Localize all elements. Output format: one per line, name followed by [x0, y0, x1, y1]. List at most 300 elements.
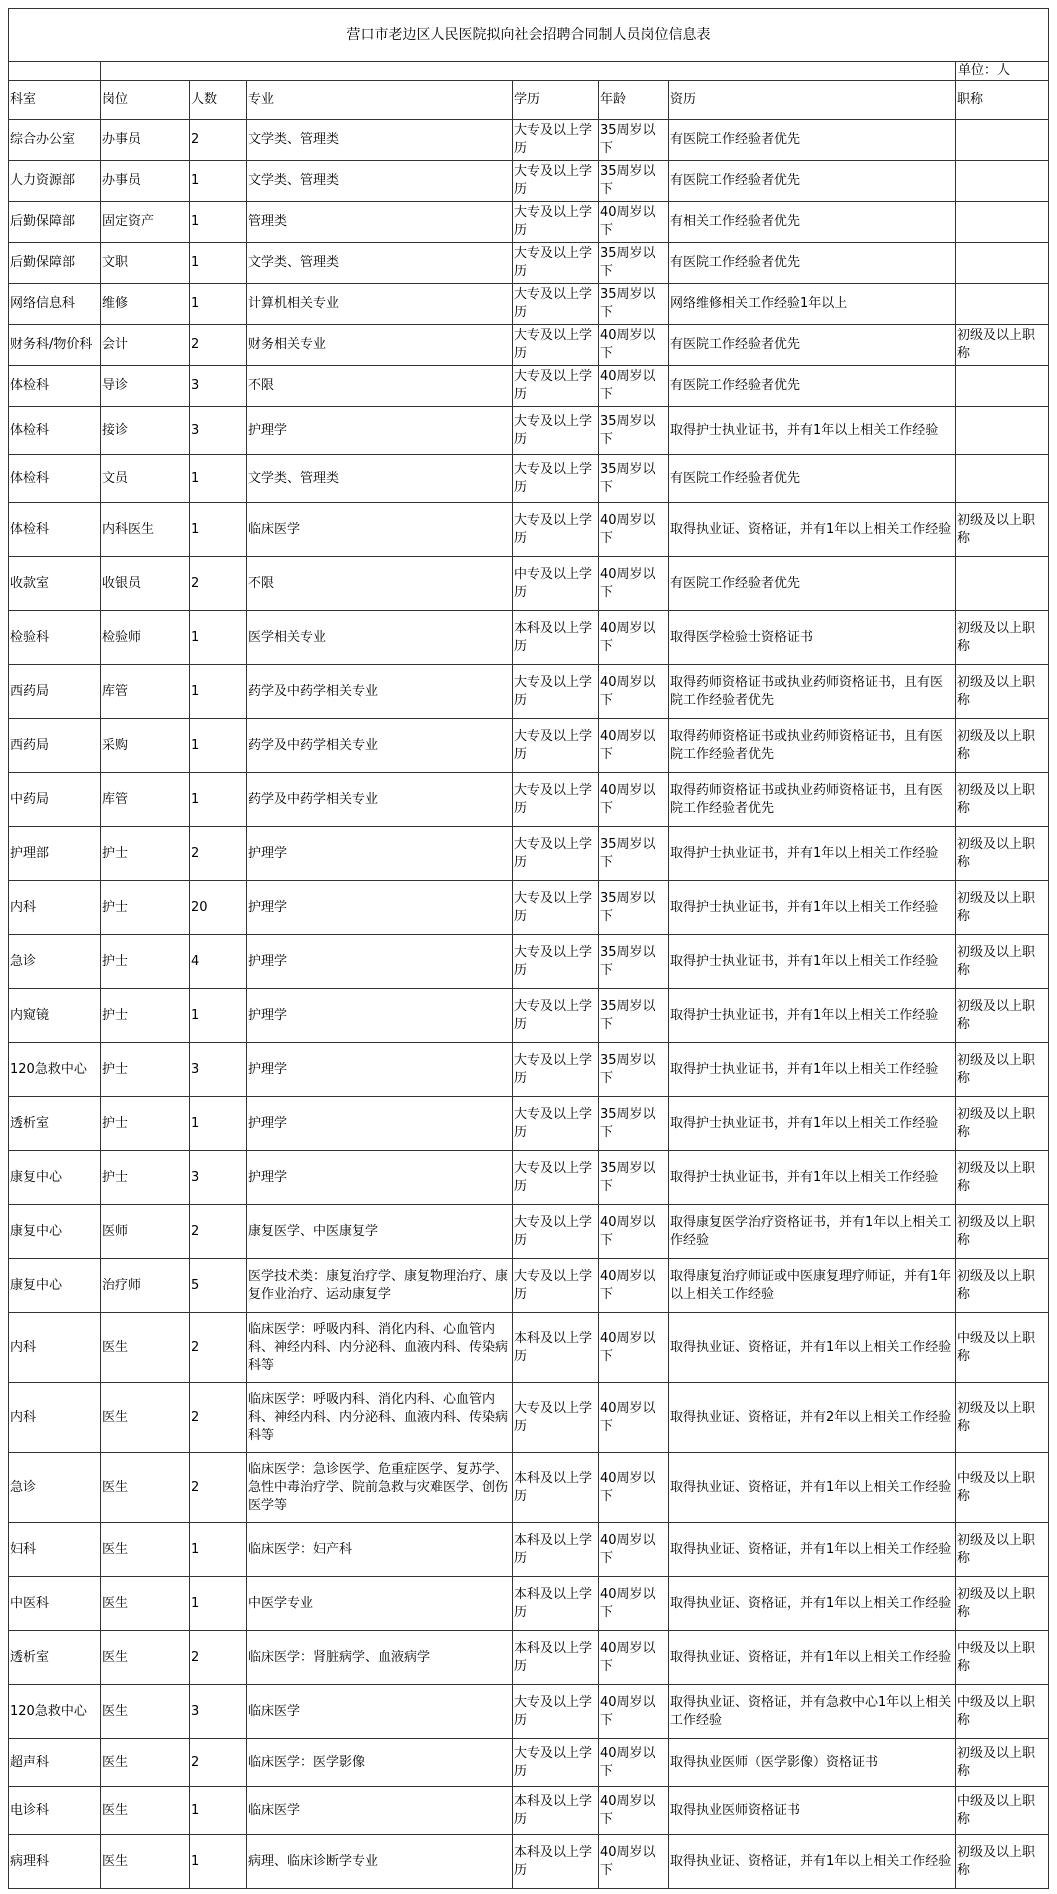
position-cell: 导诊	[101, 366, 190, 407]
qualification-cell: 取得执业医师资格证书	[669, 1787, 956, 1835]
education-cell: 大专及以上学历	[513, 366, 599, 407]
education-cell: 本科及以上学历	[513, 1787, 599, 1835]
dept-cell: 急诊	[9, 1453, 101, 1523]
position-cell: 医生	[101, 1523, 190, 1577]
major-cell: 临床医学	[247, 1787, 513, 1835]
table-row	[9, 1685, 1049, 1739]
count-cell: 2	[190, 120, 247, 161]
dept-cell: 电诊科	[9, 1787, 101, 1835]
title-cell: 初级及以上职称	[956, 503, 1049, 557]
unit-label: 单位：人	[956, 62, 1049, 81]
title-cell: 初级及以上职称	[956, 1835, 1049, 1889]
table-row	[9, 719, 1049, 773]
table-row	[9, 1453, 1049, 1523]
position-cell: 医生	[101, 1453, 190, 1523]
qualification-cell: 取得执业医师（医学影像）资格证书	[669, 1739, 956, 1787]
position-cell: 护士	[101, 881, 190, 935]
education-cell: 大专及以上学历	[513, 1097, 599, 1151]
table-row	[9, 325, 1049, 366]
dept-cell: 内科	[9, 881, 101, 935]
table-row	[9, 161, 1049, 202]
table-row	[9, 1383, 1049, 1453]
position-cell: 收银员	[101, 557, 190, 611]
age-cell: 40周岁以下	[599, 1205, 669, 1259]
job-table	[8, 8, 1049, 1889]
table-row	[9, 1043, 1049, 1097]
education-cell: 大专及以上学历	[513, 284, 599, 325]
education-cell: 大专及以上学历	[513, 1383, 599, 1453]
table-row	[9, 1313, 1049, 1383]
qualification-cell: 取得执业证、资格证，并有1年以上相关工作经验	[669, 1523, 956, 1577]
position-cell: 采购	[101, 719, 190, 773]
title-cell: 初级及以上职称	[956, 611, 1049, 665]
dept-cell: 护理部	[9, 827, 101, 881]
education-cell: 大专及以上学历	[513, 503, 599, 557]
table-title: 营口市老边区人民医院拟向社会招聘合同制人员岗位信息表	[9, 9, 1049, 62]
title-cell: 初级及以上职称	[956, 935, 1049, 989]
title-cell: 中级及以上职称	[956, 1787, 1049, 1835]
count-cell: 1	[190, 989, 247, 1043]
table-row	[9, 503, 1049, 557]
education-cell: 本科及以上学历	[513, 1835, 599, 1889]
count-cell: 3	[190, 1685, 247, 1739]
dept-cell: 后勤保障部	[9, 202, 101, 243]
major-cell: 护理学	[247, 407, 513, 455]
position-cell: 医生	[101, 1631, 190, 1685]
title-cell: 初级及以上职称	[956, 325, 1049, 366]
education-cell: 大专及以上学历	[513, 243, 599, 284]
education-cell: 大专及以上学历	[513, 881, 599, 935]
table-row	[9, 611, 1049, 665]
table-row	[9, 1787, 1049, 1835]
title-cell: 初级及以上职称	[956, 773, 1049, 827]
position-cell: 护士	[101, 989, 190, 1043]
dept-cell: 康复中心	[9, 1259, 101, 1313]
title-cell: 初级及以上职称	[956, 1043, 1049, 1097]
age-cell: 40周岁以下	[599, 1259, 669, 1313]
education-cell: 中专及以上学历	[513, 557, 599, 611]
age-cell: 40周岁以下	[599, 773, 669, 827]
dept-cell: 财务科/物价科	[9, 325, 101, 366]
table-row	[9, 1205, 1049, 1259]
major-cell: 临床医学：急诊医学、危重症医学、复苏学、急性中毒治疗学、院前急救与灾难医学、创伤医学等	[247, 1453, 513, 1523]
title-cell: 初级及以上职称	[956, 1097, 1049, 1151]
education-cell: 大专及以上学历	[513, 161, 599, 202]
age-cell: 35周岁以下	[599, 1043, 669, 1097]
position-cell: 内科医生	[101, 503, 190, 557]
position-cell: 医生	[101, 1313, 190, 1383]
education-cell: 大专及以上学历	[513, 120, 599, 161]
qualification-cell: 有医院工作经验者优先	[669, 161, 956, 202]
age-cell: 40周岁以下	[599, 366, 669, 407]
major-cell: 护理学	[247, 1097, 513, 1151]
title-cell: 中级及以上职称	[956, 1685, 1049, 1739]
header-cell: 资历	[669, 81, 956, 120]
education-cell: 大专及以上学历	[513, 1043, 599, 1097]
table-row	[9, 366, 1049, 407]
position-cell: 库管	[101, 665, 190, 719]
age-cell: 40周岁以下	[599, 1523, 669, 1577]
qualification-cell: 取得护士执业证书，并有1年以上相关工作经验	[669, 881, 956, 935]
qualification-cell: 取得护士执业证书，并有1年以上相关工作经验	[669, 1151, 956, 1205]
table-row	[9, 120, 1049, 161]
age-cell: 40周岁以下	[599, 325, 669, 366]
position-cell: 治疗师	[101, 1259, 190, 1313]
qualification-cell: 取得药师资格证书或执业药师资格证书，且有医院工作经验者优先	[669, 665, 956, 719]
table-row	[9, 1835, 1049, 1889]
age-cell: 40周岁以下	[599, 1313, 669, 1383]
qualification-cell: 有医院工作经验者优先	[669, 325, 956, 366]
position-cell: 医生	[101, 1577, 190, 1631]
position-cell: 护士	[101, 1043, 190, 1097]
count-cell: 2	[190, 1739, 247, 1787]
header-row	[9, 81, 1049, 120]
count-cell: 1	[190, 284, 247, 325]
count-cell: 1	[190, 773, 247, 827]
age-cell: 40周岁以下	[599, 557, 669, 611]
count-cell: 1	[190, 719, 247, 773]
qualification-cell: 取得药师资格证书或执业药师资格证书，且有医院工作经验者优先	[669, 719, 956, 773]
count-cell: 1	[190, 202, 247, 243]
title-cell: 中级及以上职称	[956, 1631, 1049, 1685]
count-cell: 20	[190, 881, 247, 935]
age-cell: 40周岁以下	[599, 1739, 669, 1787]
dept-cell: 内科	[9, 1313, 101, 1383]
age-cell: 35周岁以下	[599, 1151, 669, 1205]
dept-cell: 康复中心	[9, 1205, 101, 1259]
dept-cell: 西药局	[9, 665, 101, 719]
title-cell	[956, 407, 1049, 455]
position-cell: 护士	[101, 1151, 190, 1205]
qualification-cell: 有医院工作经验者优先	[669, 120, 956, 161]
count-cell: 5	[190, 1259, 247, 1313]
title-cell: 初级及以上职称	[956, 665, 1049, 719]
qualification-cell: 取得执业证、资格证，并有1年以上相关工作经验	[669, 1453, 956, 1523]
qualification-cell: 网络维修相关工作经验1年以上	[669, 284, 956, 325]
table-row	[9, 407, 1049, 455]
age-cell: 35周岁以下	[599, 935, 669, 989]
major-cell: 医学技术类：康复治疗学、康复物理治疗、康复作业治疗、运动康复学	[247, 1259, 513, 1313]
dept-cell: 120急救中心	[9, 1685, 101, 1739]
count-cell: 2	[190, 1453, 247, 1523]
qualification-cell: 取得执业证、资格证，并有2年以上相关工作经验	[669, 1383, 956, 1453]
qualification-cell: 取得护士执业证书，并有1年以上相关工作经验	[669, 989, 956, 1043]
header-cell: 年龄	[599, 81, 669, 120]
position-cell: 固定资产	[101, 202, 190, 243]
qualification-cell: 有医院工作经验者优先	[669, 557, 956, 611]
qualification-cell: 有医院工作经验者优先	[669, 366, 956, 407]
major-cell: 临床医学	[247, 1685, 513, 1739]
age-cell: 35周岁以下	[599, 407, 669, 455]
education-cell: 大专及以上学历	[513, 719, 599, 773]
qualification-cell: 取得执业证、资格证，并有急救中心1年以上相关工作经验	[669, 1685, 956, 1739]
count-cell: 2	[190, 827, 247, 881]
title-cell	[956, 557, 1049, 611]
education-cell: 大专及以上学历	[513, 665, 599, 719]
table-row	[9, 989, 1049, 1043]
major-cell: 临床医学：呼吸内科、消化内科、心血管内科、神经内科、内分泌科、血液内科、传染病科等	[247, 1313, 513, 1383]
qualification-cell: 取得康复治疗师证或中医康复理疗师证，并有1年以上相关工作经验	[669, 1259, 956, 1313]
dept-cell: 病理科	[9, 1835, 101, 1889]
education-cell: 大专及以上学历	[513, 827, 599, 881]
position-cell: 办事员	[101, 161, 190, 202]
dept-cell: 人力资源部	[9, 161, 101, 202]
table-row	[9, 1631, 1049, 1685]
header-cell: 人数	[190, 81, 247, 120]
qualification-cell: 有医院工作经验者优先	[669, 243, 956, 284]
table-row	[9, 284, 1049, 325]
major-cell: 文学类、管理类	[247, 161, 513, 202]
education-cell: 大专及以上学历	[513, 1151, 599, 1205]
count-cell: 1	[190, 665, 247, 719]
major-cell: 康复医学、中医康复学	[247, 1205, 513, 1259]
count-cell: 3	[190, 407, 247, 455]
title-cell: 初级及以上职称	[956, 1383, 1049, 1453]
major-cell: 病理、临床诊断学专业	[247, 1835, 513, 1889]
age-cell: 40周岁以下	[599, 719, 669, 773]
qualification-cell: 取得护士执业证书，并有1年以上相关工作经验	[669, 1043, 956, 1097]
major-cell: 文学类、管理类	[247, 120, 513, 161]
education-cell: 大专及以上学历	[513, 407, 599, 455]
header-cell: 职称	[956, 81, 1049, 120]
age-cell: 35周岁以下	[599, 881, 669, 935]
major-cell: 不限	[247, 557, 513, 611]
count-cell: 2	[190, 1631, 247, 1685]
table-row	[9, 1097, 1049, 1151]
count-cell: 1	[190, 1835, 247, 1889]
table-row	[9, 202, 1049, 243]
table-row	[9, 935, 1049, 989]
title-cell: 初级及以上职称	[956, 1205, 1049, 1259]
table-row	[9, 557, 1049, 611]
position-cell: 护士	[101, 1097, 190, 1151]
count-cell: 1	[190, 243, 247, 284]
dept-cell: 急诊	[9, 935, 101, 989]
qualification-cell: 取得执业证、资格证，并有1年以上相关工作经验	[669, 503, 956, 557]
table-row	[9, 243, 1049, 284]
count-cell: 2	[190, 1383, 247, 1453]
count-cell: 4	[190, 935, 247, 989]
age-cell: 40周岁以下	[599, 1685, 669, 1739]
position-cell: 文员	[101, 455, 190, 503]
position-cell: 会计	[101, 325, 190, 366]
age-cell: 40周岁以下	[599, 1631, 669, 1685]
count-cell: 3	[190, 1043, 247, 1097]
qualification-cell: 取得康复医学治疗资格证书，并有1年以上相关工作经验	[669, 1205, 956, 1259]
education-cell: 本科及以上学历	[513, 611, 599, 665]
table-row	[9, 1577, 1049, 1631]
count-cell: 3	[190, 366, 247, 407]
dept-cell: 体检科	[9, 366, 101, 407]
major-cell: 不限	[247, 366, 513, 407]
qualification-cell: 有医院工作经验者优先	[669, 455, 956, 503]
dept-cell: 康复中心	[9, 1151, 101, 1205]
age-cell: 40周岁以下	[599, 1383, 669, 1453]
count-cell: 3	[190, 1151, 247, 1205]
title-cell: 初级及以上职称	[956, 1151, 1049, 1205]
major-cell: 财务相关专业	[247, 325, 513, 366]
major-cell: 计算机相关专业	[247, 284, 513, 325]
title-cell	[956, 161, 1049, 202]
age-cell: 40周岁以下	[599, 202, 669, 243]
qualification-cell: 取得执业证、资格证，并有1年以上相关工作经验	[669, 1835, 956, 1889]
qualification-cell: 取得护士执业证书，并有1年以上相关工作经验	[669, 407, 956, 455]
dept-cell: 超声科	[9, 1739, 101, 1787]
count-cell: 1	[190, 1577, 247, 1631]
dept-cell: 内窥镜	[9, 989, 101, 1043]
education-cell: 大专及以上学历	[513, 1259, 599, 1313]
count-cell: 1	[190, 503, 247, 557]
title-cell	[956, 202, 1049, 243]
document	[8, 8, 1048, 1889]
count-cell: 1	[190, 611, 247, 665]
major-cell: 药学及中药学相关专业	[247, 773, 513, 827]
count-cell: 1	[190, 455, 247, 503]
count-cell: 2	[190, 1313, 247, 1383]
table-row	[9, 1151, 1049, 1205]
table-row	[9, 455, 1049, 503]
education-cell: 大专及以上学历	[513, 455, 599, 503]
qualification-cell: 取得药师资格证书或执业药师资格证书，且有医院工作经验者优先	[669, 773, 956, 827]
position-cell: 文职	[101, 243, 190, 284]
major-cell: 护理学	[247, 827, 513, 881]
title-cell	[956, 243, 1049, 284]
age-cell: 40周岁以下	[599, 503, 669, 557]
education-cell: 大专及以上学历	[513, 773, 599, 827]
header-cell: 专业	[247, 81, 513, 120]
position-cell: 医生	[101, 1739, 190, 1787]
education-cell: 大专及以上学历	[513, 989, 599, 1043]
header-cell: 科室	[9, 81, 101, 120]
dept-cell: 中医科	[9, 1577, 101, 1631]
major-cell: 临床医学	[247, 503, 513, 557]
dept-cell: 收款室	[9, 557, 101, 611]
qualification-cell: 有相关工作经验者优先	[669, 202, 956, 243]
major-cell: 药学及中药学相关专业	[247, 665, 513, 719]
title-cell: 初级及以上职称	[956, 1739, 1049, 1787]
age-cell: 35周岁以下	[599, 284, 669, 325]
major-cell: 文学类、管理类	[247, 455, 513, 503]
position-cell: 维修	[101, 284, 190, 325]
dept-cell: 综合办公室	[9, 120, 101, 161]
title-cell: 初级及以上职称	[956, 719, 1049, 773]
position-cell: 医生	[101, 1383, 190, 1453]
position-cell: 护士	[101, 935, 190, 989]
dept-cell: 中药局	[9, 773, 101, 827]
title-cell: 初级及以上职称	[956, 1523, 1049, 1577]
education-cell: 大专及以上学历	[513, 1205, 599, 1259]
table-row	[9, 827, 1049, 881]
qualification-cell: 取得医学检验士资格证书	[669, 611, 956, 665]
title-cell: 初级及以上职称	[956, 1259, 1049, 1313]
dept-cell: 妇科	[9, 1523, 101, 1577]
position-cell: 办事员	[101, 120, 190, 161]
age-cell: 35周岁以下	[599, 455, 669, 503]
table-row	[9, 1739, 1049, 1787]
education-cell: 本科及以上学历	[513, 1313, 599, 1383]
age-cell: 40周岁以下	[599, 1453, 669, 1523]
age-cell: 35周岁以下	[599, 989, 669, 1043]
position-cell: 检验师	[101, 611, 190, 665]
title-cell	[956, 455, 1049, 503]
table-row	[9, 1259, 1049, 1313]
position-cell: 医生	[101, 1685, 190, 1739]
count-cell: 2	[190, 325, 247, 366]
position-cell: 库管	[101, 773, 190, 827]
education-cell: 大专及以上学历	[513, 1739, 599, 1787]
dept-cell: 西药局	[9, 719, 101, 773]
title-cell	[956, 120, 1049, 161]
count-cell: 2	[190, 1205, 247, 1259]
dept-cell: 体检科	[9, 407, 101, 455]
education-cell: 大专及以上学历	[513, 935, 599, 989]
position-cell: 接诊	[101, 407, 190, 455]
major-cell: 管理类	[247, 202, 513, 243]
dept-cell: 体检科	[9, 503, 101, 557]
major-cell: 文学类、管理类	[247, 243, 513, 284]
dept-cell: 透析室	[9, 1631, 101, 1685]
dept-cell: 透析室	[9, 1097, 101, 1151]
qualification-cell: 取得执业证、资格证，并有1年以上相关工作经验	[669, 1313, 956, 1383]
age-cell: 40周岁以下	[599, 1577, 669, 1631]
dept-cell: 后勤保障部	[9, 243, 101, 284]
dept-cell: 网络信息科	[9, 284, 101, 325]
table-row	[9, 773, 1049, 827]
title-cell: 初级及以上职称	[956, 989, 1049, 1043]
dept-cell: 内科	[9, 1383, 101, 1453]
count-cell: 1	[190, 161, 247, 202]
education-cell: 大专及以上学历	[513, 1685, 599, 1739]
count-cell: 1	[190, 1787, 247, 1835]
education-cell: 本科及以上学历	[513, 1631, 599, 1685]
major-cell: 药学及中药学相关专业	[247, 719, 513, 773]
major-cell: 中医学专业	[247, 1577, 513, 1631]
age-cell: 35周岁以下	[599, 120, 669, 161]
major-cell: 护理学	[247, 881, 513, 935]
qualification-cell: 取得护士执业证书，并有1年以上相关工作经验	[669, 827, 956, 881]
major-cell: 临床医学：呼吸内科、消化内科、心血管内科、神经内科、内分泌科、血液内科、传染病科等	[247, 1383, 513, 1453]
age-cell: 35周岁以下	[599, 161, 669, 202]
count-cell: 2	[190, 557, 247, 611]
age-cell: 35周岁以下	[599, 827, 669, 881]
title-cell	[956, 366, 1049, 407]
qualification-cell: 取得护士执业证书，并有1年以上相关工作经验	[669, 935, 956, 989]
count-cell: 1	[190, 1097, 247, 1151]
major-cell: 临床医学：妇产科	[247, 1523, 513, 1577]
education-cell: 本科及以上学历	[513, 1523, 599, 1577]
header-cell: 岗位	[101, 81, 190, 120]
position-cell: 医生	[101, 1787, 190, 1835]
title-cell: 中级及以上职称	[956, 1453, 1049, 1523]
major-cell: 临床医学：肾脏病学、血液病学	[247, 1631, 513, 1685]
age-cell: 35周岁以下	[599, 243, 669, 284]
title-cell: 中级及以上职称	[956, 1313, 1049, 1383]
qualification-cell: 取得执业证、资格证，并有1年以上相关工作经验	[669, 1631, 956, 1685]
age-cell: 40周岁以下	[599, 1835, 669, 1889]
age-cell: 35周岁以下	[599, 1097, 669, 1151]
table-row	[9, 665, 1049, 719]
major-cell: 医学相关专业	[247, 611, 513, 665]
education-cell: 本科及以上学历	[513, 1577, 599, 1631]
title-cell: 初级及以上职称	[956, 881, 1049, 935]
education-cell: 本科及以上学历	[513, 1453, 599, 1523]
count-cell: 1	[190, 1523, 247, 1577]
position-cell: 医生	[101, 1835, 190, 1889]
age-cell: 40周岁以下	[599, 611, 669, 665]
age-cell: 40周岁以下	[599, 665, 669, 719]
title-cell: 初级及以上职称	[956, 1577, 1049, 1631]
age-cell: 40周岁以下	[599, 1787, 669, 1835]
